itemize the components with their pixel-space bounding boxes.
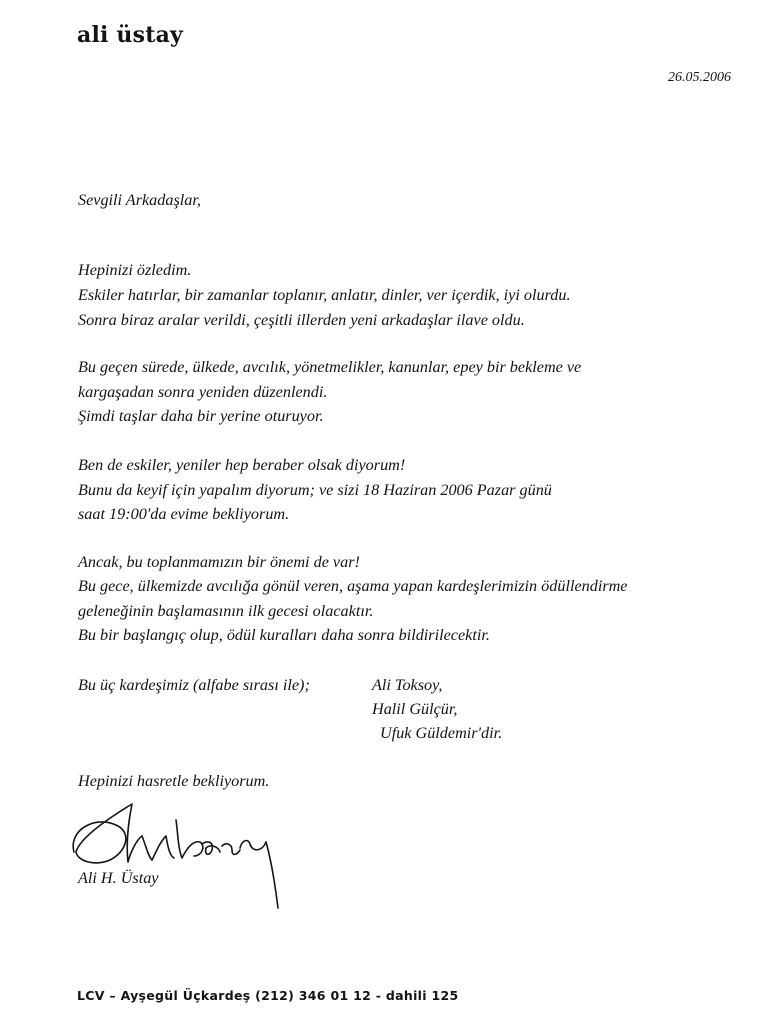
paragraph-1-line-2: Eskiler hatırlar, bir zamanlar toplanır, anlatır, dinler, ver içerdik, iyi olurdu. <box>78 286 571 304</box>
awardee-name-3: Ufuk Güldemir'dir. <box>380 724 503 742</box>
salutation: Sevgili Arkadaşlar, <box>78 191 201 209</box>
closing-line: Hepinizi hasretle bekliyorum. <box>78 772 270 790</box>
paragraph-4-line-3: geleneğinin başlamasının ilk gecesi olacaktır. <box>78 602 374 620</box>
paragraph-2-line-2: kargaşadan sonra yeniden düzenlendi. <box>78 383 328 401</box>
paragraph-2-line-3: Şimdi taşlar daha bir yerine oturuyor. <box>78 407 324 425</box>
letterhead-name: ali üstay <box>77 22 184 48</box>
letter-date: 26.05.2006 <box>668 70 731 85</box>
paragraph-4-line-4: Bu bir başlangıç olup, ödül kuralları daha sonra bildirilecektir. <box>78 626 490 644</box>
paragraph-3-line-3: saat 19:00'da evime bekliyorum. <box>78 505 290 523</box>
paragraph-2-line-1: Bu geçen sürede, ülkede, avcılık, yönetmelikler, kanunlar, epey bir bekleme ve <box>78 358 582 376</box>
signature-image <box>66 790 306 920</box>
signatory-name: Ali H. Üstay <box>78 869 159 887</box>
rsvp-footer: LCV – Ayşegül Üçkardeş (212) 346 01 12 - dahili 125 <box>77 988 459 1003</box>
awardees-intro: Bu üç kardeşimiz (alfabe sırası ile); <box>78 676 310 694</box>
paragraph-3-line-2: Bunu da keyif için yapalım diyorum; ve sizi 18 Haziran 2006 Pazar günü <box>78 481 552 499</box>
paragraph-4-line-1: Ancak, bu toplanmamızın bir önemi de var! <box>78 553 360 571</box>
paragraph-4-line-2: Bu gece, ülkemizde avcılığa gönül veren, aşama yapan kardeşlerimizin ödüllendirme <box>78 577 628 595</box>
awardee-name-2: Halil Gülçür, <box>372 700 458 718</box>
paragraph-3-line-1: Ben de eskiler, yeniler hep beraber olsak diyorum! <box>78 456 406 474</box>
paragraph-1-line-1: Hepinizi özledim. <box>78 261 192 279</box>
awardee-name-1: Ali Toksoy, <box>372 676 443 694</box>
paragraph-1-line-3: Sonra biraz aralar verildi, çeşitli illerden yeni arkadaşlar ilave oldu. <box>78 311 525 329</box>
